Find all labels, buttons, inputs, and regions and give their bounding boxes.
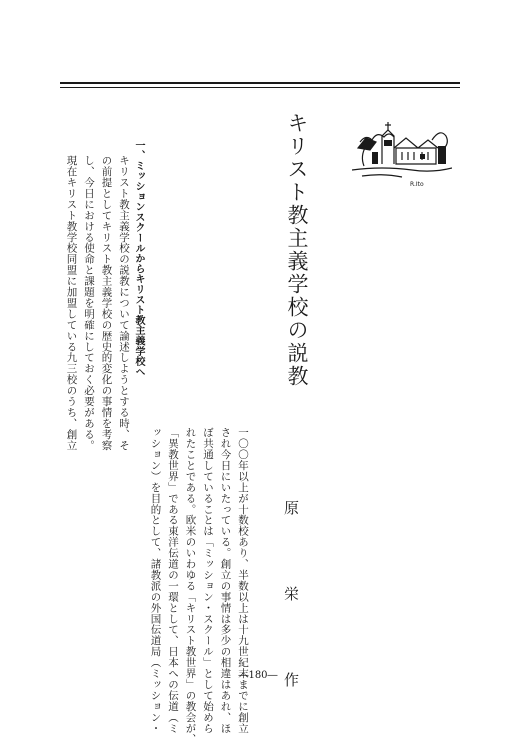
header-rule bbox=[60, 82, 460, 84]
upper-body-text bbox=[62, 130, 150, 451]
upper-body-line: 現在キリスト教学校同盟に加盟している九三校のうち、創立 bbox=[65, 154, 78, 451]
lower-body-line: れたことである。欧米のいわゆる「キリスト教世界」の教会が、 bbox=[184, 426, 197, 744]
header-rule-thin bbox=[60, 87, 460, 88]
upper-body-line: し、今日における使命と課題を明確にしておく必要がある。 bbox=[83, 154, 95, 451]
church-illustration bbox=[352, 118, 452, 190]
lower-body-line: 一〇〇年以上が十数校あり、半数以上は十九世紀末までに創立 bbox=[237, 426, 249, 734]
upper-body-line: キリスト教主義学校の説教について論述しようとする時、そ bbox=[118, 154, 130, 451]
lower-body-text bbox=[146, 402, 269, 744]
lower-body-line: 「異教世界」である東洋伝道の一環として、日本への伝道（ミ bbox=[167, 426, 179, 734]
section-heading: 一、ミッションスクールからキリスト教主義学校へ bbox=[133, 140, 144, 377]
page-number: ―180― bbox=[238, 670, 278, 681]
lower-body-line: され今日にいたっている。創立の事情は多少の相違はあれ、ほ bbox=[219, 426, 232, 734]
lower-body-line: ッション）を目的として、諸教派の外国伝道局（ミッション・ bbox=[149, 426, 162, 734]
svg-text:R.Ito: R.Ito bbox=[410, 181, 424, 188]
article-title: キリスト教主義学校の説教 bbox=[285, 112, 309, 388]
author-name: 原 栄 作 bbox=[282, 500, 300, 715]
upper-body-line: の前提としてキリスト教主義学校の歴史的変化の事情を考察 bbox=[100, 154, 113, 451]
lower-body-line: ぼ共通していることは「ミッション・スクール」として始めら bbox=[202, 426, 214, 734]
